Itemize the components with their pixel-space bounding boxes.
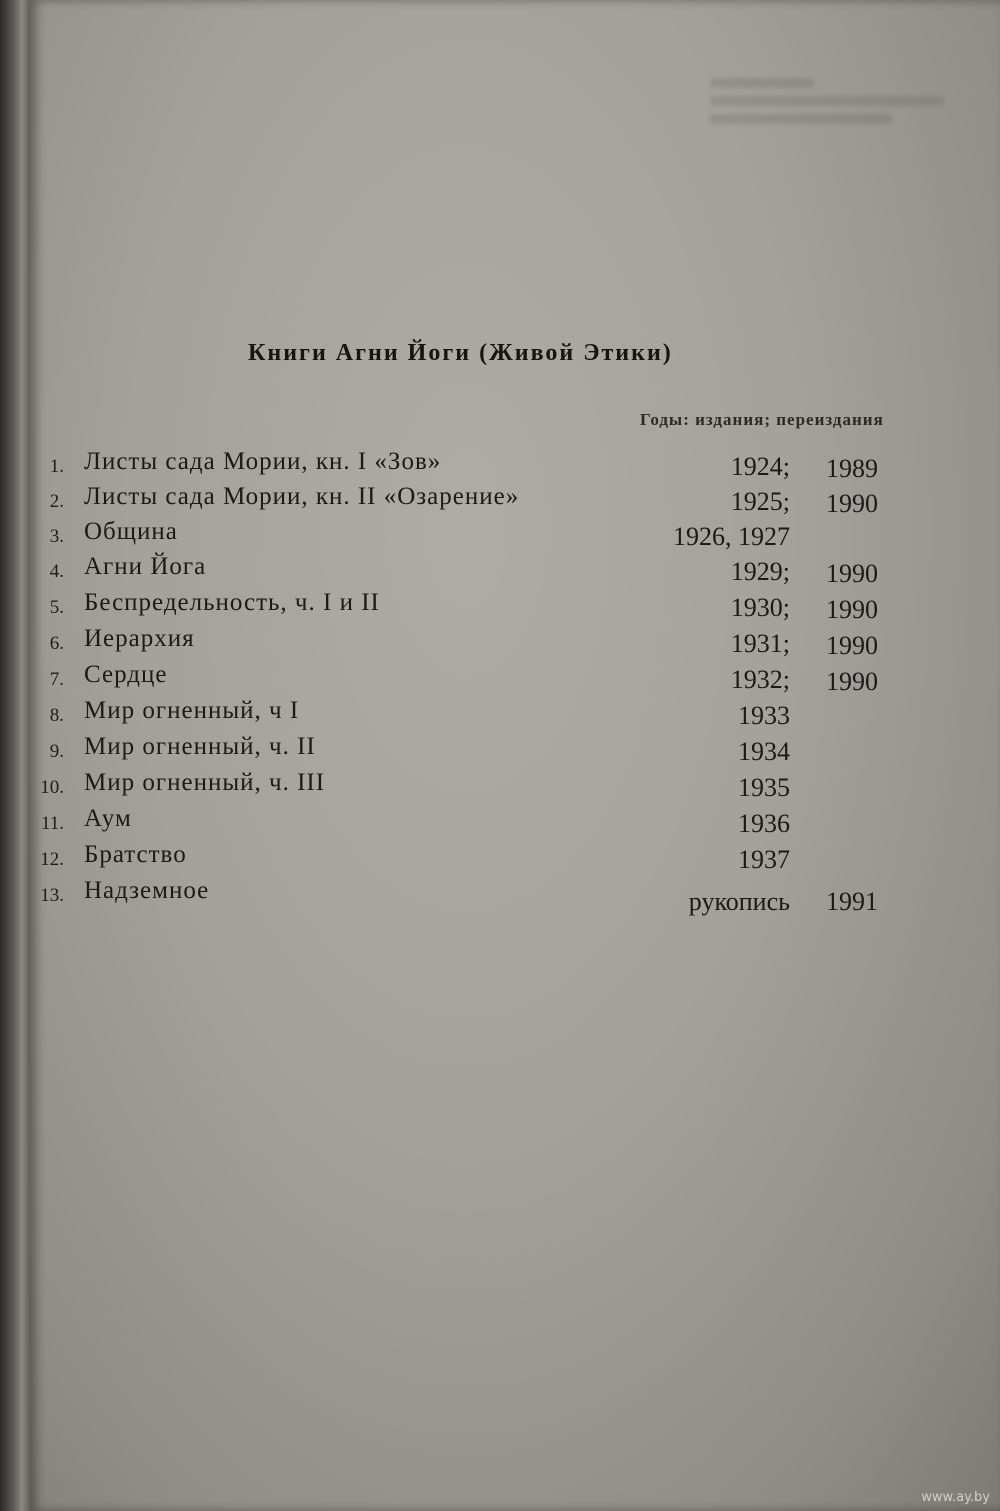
item-title: Мир огненный, ч. III [84,769,326,796]
page-title: Книги Агни Йоги (Живой Этики) [248,340,673,366]
item-number: 12. [40,849,64,870]
list-item [30,877,1000,916]
bleed-through-text [710,70,970,160]
item-title: Сердце [84,661,168,688]
item-reprint-year: 1990 [826,631,878,660]
item-number: 9. [49,741,64,762]
item-number: 13. [40,885,64,906]
item-publication-year: 1933 [738,701,790,730]
list-item [30,661,1000,695]
item-number: 11. [40,813,64,834]
item-number: 5. [49,597,64,618]
item-publication-year: 1932; [730,665,790,694]
item-title: Надземное [84,877,210,904]
item-publication-year: 1931; [730,629,790,658]
list-item [30,769,1000,803]
item-title: Мир огненный, ч. II [84,733,316,760]
watermark: www.ay.by [921,1490,990,1505]
list-item [30,553,1000,587]
item-title: Иерархия [84,625,195,652]
item-title: Аум [84,805,132,832]
list-item [30,518,1000,552]
item-title: Братство [84,841,187,868]
list-item [30,733,1000,767]
list-item [30,841,1000,875]
item-publication-year: 1924; [730,452,790,481]
item-publication-year: рукопись [688,887,790,916]
item-publication-year: 1926, 1927 [673,522,790,551]
list-item [30,448,1000,482]
item-title: Листы сада Мории, кн. I «Зов» [84,448,442,475]
item-reprint-year: 1990 [826,559,878,588]
item-publication-year: 1925; [730,487,790,516]
item-reprint-year: 1990 [826,667,878,696]
item-title: Листы сада Мории, кн. II «Озарение» [84,483,520,510]
item-publication-year: 1936 [738,809,790,838]
item-reprint-year: 1990 [826,489,878,518]
item-number: 7. [49,669,64,690]
list-item [30,589,1000,623]
item-publication-year: 1930; [730,593,790,622]
item-title: Беспредельность, ч. I и II [84,589,380,616]
list-item [30,697,1000,731]
item-publication-year: 1929; [730,557,790,586]
item-title: Мир огненный, ч I [84,697,300,724]
item-reprint-year: 1989 [826,454,878,483]
item-reprint-year: 1991 [826,887,878,916]
item-number: 3. [49,526,64,547]
item-number: 8. [49,705,64,726]
book-page [30,0,1000,1511]
item-publication-year: 1937 [738,845,790,874]
list-item [30,483,1000,517]
item-publication-year: 1935 [738,773,790,802]
item-title: Община [84,518,178,545]
item-number: 2. [49,491,64,512]
item-reprint-year: 1990 [826,595,878,624]
item-title: Агни Йога [84,553,207,580]
item-number: 4. [49,561,64,582]
item-number: 10. [40,777,64,798]
item-number: 6. [49,633,64,654]
item-number: 1. [49,456,64,477]
item-publication-year: 1934 [738,737,790,766]
column-header: Годы: издания; переиздания [640,410,884,429]
list-item [30,625,1000,659]
list-item [30,805,1000,839]
